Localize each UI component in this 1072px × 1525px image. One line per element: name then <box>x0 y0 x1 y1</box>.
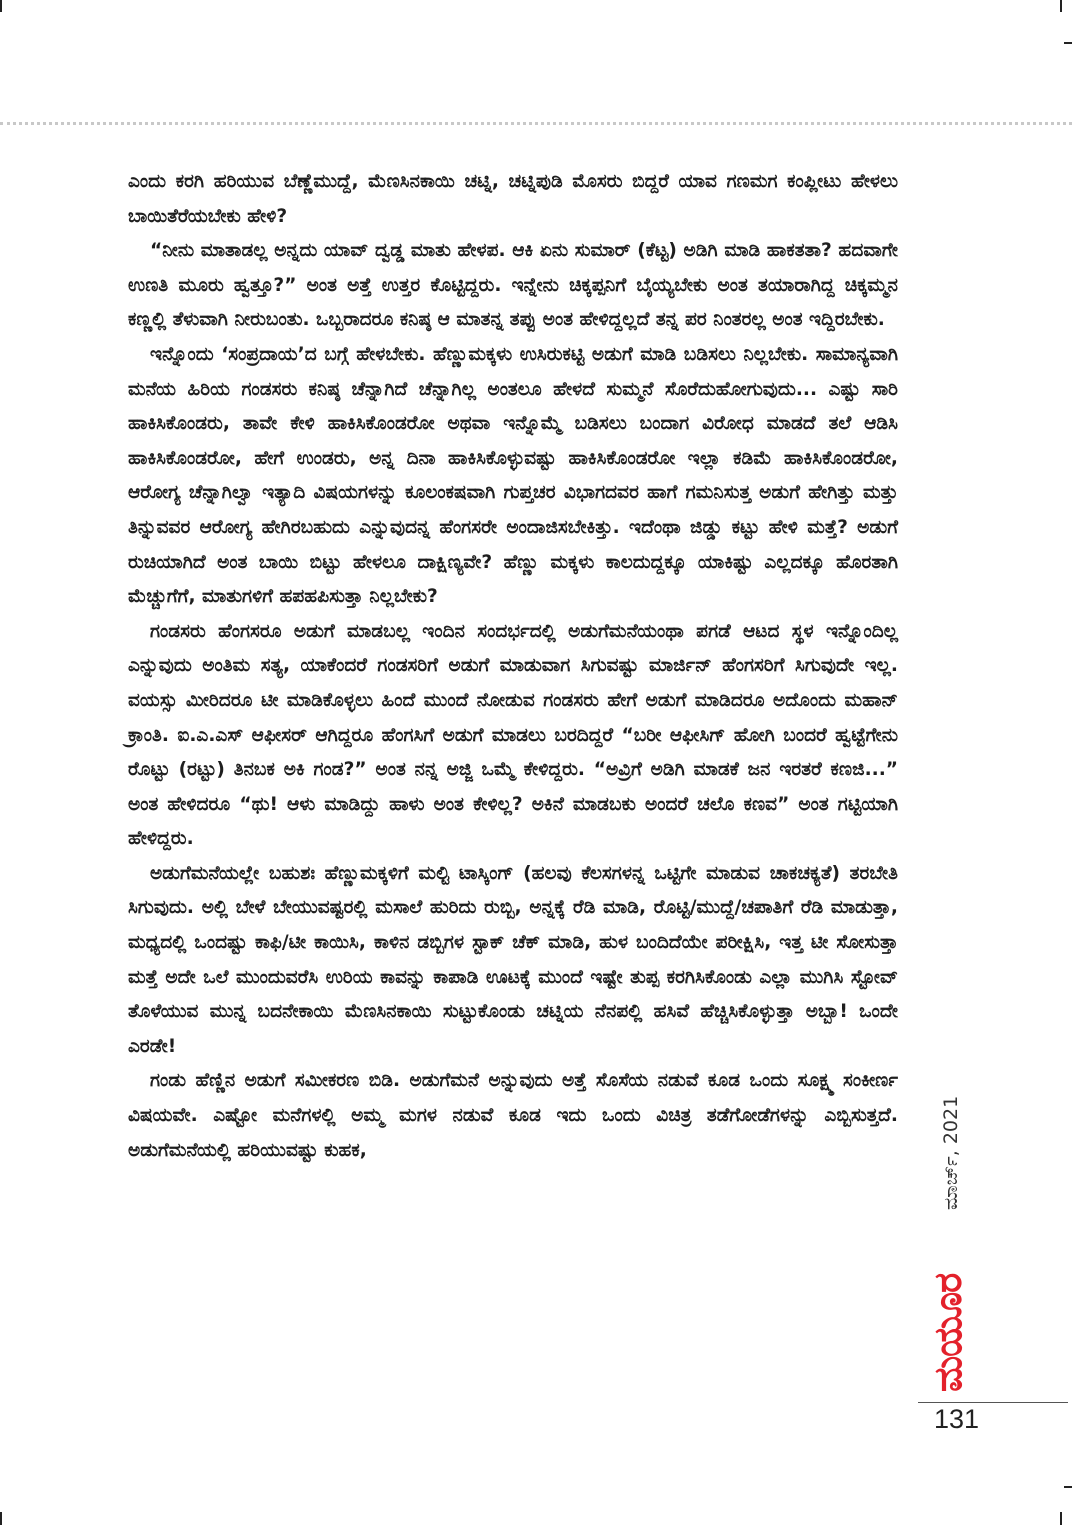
crop-mark-top-right-tick <box>1064 42 1072 44</box>
paragraph: ಅಡುಗೆಮನೆಯಲ್ಲೇ ಬಹುಶಃ ಹೆಣ್ಣುಮಕ್ಕಳಿಗೆ ಮಲ್ಟಿ ಟಾಸ್ಕಿಂಗ್ (ಹಲವು ಕೆಲಸಗಳನ್ನ ಒಟ್ಟಿಗೇ ಮಾಡುವ ಚಾಕಚಕ್ಯತೆ) ತರಬೇತಿ ಸಿಗುವುದು. ಅಲ್ಲಿ ಬೇಳೆ ಬೇಯುವಷ್ಟರಲ್ಲಿ ಮಸಾಲೆ ಹುರಿದು ರುಬ್ಬಿ, ಅನ್ನಕ್ಕೆ ರೆಡಿ ಮಾಡಿ, ರೊಟ್ಟಿ/ಮುದ್ದೆ/ಚಪಾತಿಗೆ ರೆಡಿ ಮಾಡುತ್ತಾ, ಮಧ್ಯದಲ್ಲಿ ಒಂದಷ್ಟು ಕಾಫಿ/ಟೀ ಕಾಯಿಸಿ, ಕಾಳಿನ ಡಬ್ಬಿಗಳ ಸ್ಟಾಕ್ ಚೆಕ್ ಮಾಡಿ, ಹುಳ ಬಂದಿದೆಯೇ ಪರೀಕ್ಷಿಸಿ, ಇತ್ತ ಟೀ ಸೋಸುತ್ತಾ ಮತ್ತೆ ಅದೇ ಒಲೆ ಮುಂದುವರೆಸಿ ಉರಿಯ ಕಾವನ್ನು ಕಾಪಾಡಿ ಊಟಕ್ಕೆ ಮುಂದೆ ಇಷ್ಟೇ ತುಪ್ಪ ಕರಗಿಸಿಕೊಂಡು ಎಲ್ಲಾ ಮುಗಿಸಿ ಸ್ಟೋವ್ ತೊಳೆಯುವ ಮುನ್ನ ಬದನೇಕಾಯಿ ಮೆಣಸಿನಕಾಯಿ ಸುಟ್ಟುಕೊಂಡು ಚಟ್ನಿಯ ನೆನಪಲ್ಲಿ ಹಸಿವೆ ಹೆಚ್ಚಿಸಿಕೊಳ್ಳುತ್ತಾ ಅಬ್ಬಾ! ಒಂದೇ ಎರಡೇ! <box>128 862 898 1057</box>
paragraph: ಇನ್ನೊಂದು ‘ಸಂಪ್ರದಾಯ’ದ ಬಗ್ಗೆ ಹೇಳಬೇಕು. ಹೆಣ್ಣುಮಕ್ಕಳು ಉಸಿರುಕಟ್ಟಿ ಅಡುಗೆ ಮಾಡಿ ಬಡಿಸಲು ನಿಲ್ಲಬೇಕು. ಸಾಮಾನ್ಯವಾಗಿ ಮನೆಯ ಹಿರಿಯ ಗಂಡಸರು ಕನಿಷ್ಠ ಚೆನ್ನಾಗಿದೆ ಚೆನ್ನಾಗಿಲ್ಲ ಅಂತಲೂ ಹೇಳದೆ ಸುಮ್ಮನೆ ಸೊರೆದುಹೋಗುವುದು... ಎಷ್ಟು ಸಾರಿ ಹಾಕಿಸಿಕೊಂಡರು, ತಾವೇ ಕೇಳಿ ಹಾಕಿಸಿಕೊಂಡರೋ ಅಥವಾ ಇನ್ನೊಮ್ಮೆ ಬಡಿಸಲು ಬಂದಾಗ ವಿರೋಧ ಮಾಡದೆ ತಲೆ ಆಡಿಸಿ ಹಾಕಿಸಿಕೊಂಡರೋ, ಹೇಗೆ ಉಂಡರು, ಅನ್ನ ದಿನಾ ಹಾಕಿಸಿಕೊಳ್ಳುವಷ್ಟು ಹಾಕಿಸಿಕೊಂಡರೋ ಇಲ್ಲಾ ಕಡಿಮೆ ಹಾಕಿಸಿಕೊಂಡರೋ, ಆರೋಗ್ಯ ಚೆನ್ನಾಗಿಲ್ವಾ ಇತ್ಯಾದಿ ವಿಷಯಗಳನ್ನು ಕೂಲಂಕಷವಾಗಿ ಗುಪ್ತಚರ ವಿಭಾಗದವರ ಹಾಗೆ ಗಮನಿಸುತ್ತ ಅಡುಗೆ ಹೇಗಿತ್ತು ಮತ್ತು ತಿನ್ನುವವರ ಆರೋಗ್ಯ ಹೇಗಿರಬಹುದು ಎನ್ನುವುದನ್ನ ಹೆಂಗಸರೇ ಅಂದಾಜಿಸಬೇಕಿತ್ತು. ಇದೆಂಥಾ ಜಿಡ್ಡು ಕಟ್ಟು ಹೇಳಿ ಮತ್ತೆ? ಅಡುಗೆ ರುಚಿಯಾಗಿದೆ ಅಂತ ಬಾಯಿ ಬಿಟ್ಟು ಹೇಳಲೂ ದಾಕ್ಷಿಣ್ಯವೇ? ಹೆಣ್ಣು ಮಕ್ಕಳು ಕಾಲದುದ್ದಕ್ಕೂ ಯಾಕಿಷ್ಟು ಎಲ್ಲದಕ್ಕೂ ಹೊರತಾಗಿ ಮೆಚ್ಚುಗೆಗೆ, ಮಾತುಗಳಿಗೆ ಹಪಹಪಿಸುತ್ತಾ ನಿಲ್ಲಬೇಕು? <box>128 343 898 608</box>
page-number: 131 <box>934 1404 980 1434</box>
crop-mark-top-right <box>1060 0 1062 12</box>
issue-date <box>940 1090 960 1210</box>
paragraph: ಗಂಡಸರು ಹೆಂಗಸರೂ ಅಡುಗೆ ಮಾಡಬಲ್ಲ ಇಂದಿನ ಸಂದರ್ಭದಲ್ಲಿ ಅಡುಗೆಮನೆಯಂಥಾ ಪಗಡೆ ಆಟದ ಸ್ಥಳ ಇನ್ನೊಂದಿಲ್ಲ ಎನ್ನುವುದು ಅಂತಿಮ ಸತ್ಯ, ಯಾಕೆಂದರೆ ಗಂಡಸರಿಗೆ ಅಡುಗೆ ಮಾಡುವಾಗ ಸಿಗುವಷ್ಟು ಮಾರ್ಜಿನ್ ಹೆಂಗಸರಿಗೆ ಸಿಗುವುದೇ ಇಲ್ಲ. ವಯಸ್ಸು ಮೀರಿದರೂ ಟೀ ಮಾಡಿಕೊಳ್ಳಲು ಹಿಂದೆ ಮುಂದೆ ನೋಡುವ ಗಂಡಸರು ಹೇಗೆ ಅಡುಗೆ ಮಾಡಿದರೂ ಅದೊಂದು ಮಹಾನ್ ಕ್ರಾಂತಿ. ಐ.ಎ.ಎಸ್ ಆಫೀಸರ್ ಆಗಿದ್ದರೂ ಹೆಂಗಸಿಗೆ ಅಡುಗೆ ಮಾಡಲು ಬರದಿದ್ದರೆ “ಬರೀ ಆಫೀಸಿಗ್ ಹೋಗಿ ಬಂದರೆ ಹ್ವಟ್ಟೆಗೇನು ರೊಟ್ಟು (ರಟ್ಟು) ತಿನಬಕ ಅಕಿ ಗಂಡ?” ಅಂತ ನನ್ನ ಅಜ್ಜಿ ಒಮ್ಮೆ ಕೇಳಿದ್ದರು. “ಅವ್ರಿಗೆ ಅಡಿಗಿ ಮಾಡಕೆ ಜನ ಇರತರೆ ಕಣಜಿ...” ಅಂತ ಹೇಳಿದರೂ “ಥು! ಆಳು ಮಾಡಿದ್ದು ಹಾಳು ಅಂತ ಕೇಳಿಲ್ಲ? ಅಕಿನೆ ಮಾಡಬಕು ಅಂದರೆ ಚಲೊ ಕಣವ” ಅಂತ ಗಟ್ಟಿಯಾಗಿ ಹೇಳಿದ್ದರು. <box>128 620 898 850</box>
paragraph: ಎಂದು ಕರಗಿ ಹರಿಯುವ ಬೆಣ್ಣೆಮುದ್ದೆ, ಮೆಣಸಿನಕಾಯಿ ಚಟ್ನಿ, ಚಟ್ನಿಪುಡಿ ಮೊಸರು ಬಿದ್ದರೆ ಯಾವ ಗಣಮಗ ಕಂಪ್ಲೀಟು ಹೇಳಲು ಬಾಯಿತೆರೆಯಬೇಕು ಹೇಳಿ? <box>128 171 898 227</box>
footer-rule <box>918 1402 1068 1403</box>
magazine-logo <box>926 1262 970 1392</box>
paragraph: “ನೀನು ಮಾತಾಡಲ್ಲ ಅನ್ನದು ಯಾವ್ ದ್ವಡ್ಡ ಮಾತು ಹೇಳಪ. ಆಕಿ ಏನು ಸುಮಾರ್ (ಕೆಟ್ಟ) ಅಡಿಗಿ ಮಾಡಿ ಹಾಕತತಾ? ಹದವಾಗೇ ಉಣತಿ ಮೂರು ಹ್ವತ್ತೂ?” ಅಂತ ಅತ್ತೆ ಉತ್ತರ ಕೊಟ್ಟಿದ್ದರು. ಇನ್ನೇನು ಚಿಕ್ಕಪ್ಪನಿಗೆ ಬೈಯ್ಯಬೇಕು ಅಂತ ತಯಾರಾಗಿದ್ದ ಚಿಕ್ಕಮ್ಮನ ಕಣ್ಣಲ್ಲಿ ತೆಳುವಾಗಿ ನೀರುಬಂತು. ಒಬ್ಬರಾದರೂ ಕನಿಷ್ಠ ಆ ಮಾತನ್ನ ತಪ್ಪು ಅಂತ ಹೇಳಿದ್ದಲ್ಲದೆ ತನ್ನ ಪರ ನಿಂತರಲ್ಲ ಅಂತ ಇದ್ದಿರಬೇಕು. <box>128 240 898 331</box>
crop-mark-top-left <box>0 0 2 12</box>
crop-mark-bottom-right <box>1060 1512 1062 1525</box>
issue-date-text: ಮಾರ್ಚ್, 2021 <box>940 1095 962 1210</box>
article-body <box>128 165 898 1168</box>
magazine-logo-text: ಮಯೂರ <box>926 1273 970 1392</box>
crop-mark-bottom-left <box>0 1512 2 1525</box>
crop-mark-bottom-right-tick <box>1064 1486 1072 1488</box>
header-dotted-rule <box>0 122 1072 125</box>
paragraph: ಗಂಡು ಹೆಣ್ಣಿನ ಅಡುಗೆ ಸಮೀಕರಣ ಬಿಡಿ. ಅಡುಗೆಮನೆ ಅನ್ನುವುದು ಅತ್ತೆ ಸೊಸೆಯ ನಡುವೆ ಕೂಡ ಒಂದು ಸೂಕ್ಷ್ಮ ಸಂಕೀರ್ಣ ವಿಷಯವೇ. ಎಷ್ಟೋ ಮನೆಗಳಲ್ಲಿ ಅಮ್ಮ ಮಗಳ ನಡುವೆ ಕೂಡ ಇದು ಒಂದು ವಿಚಿತ್ರ ತಡೆಗೋಡೆಗಳನ್ನು ಎಬ್ಬಿಸುತ್ತದೆ. ಅಡುಗೆಮನೆಯಲ್ಲಿ ಹರಿಯುವಷ್ಟು ಕುಹಕ, <box>128 1070 898 1161</box>
